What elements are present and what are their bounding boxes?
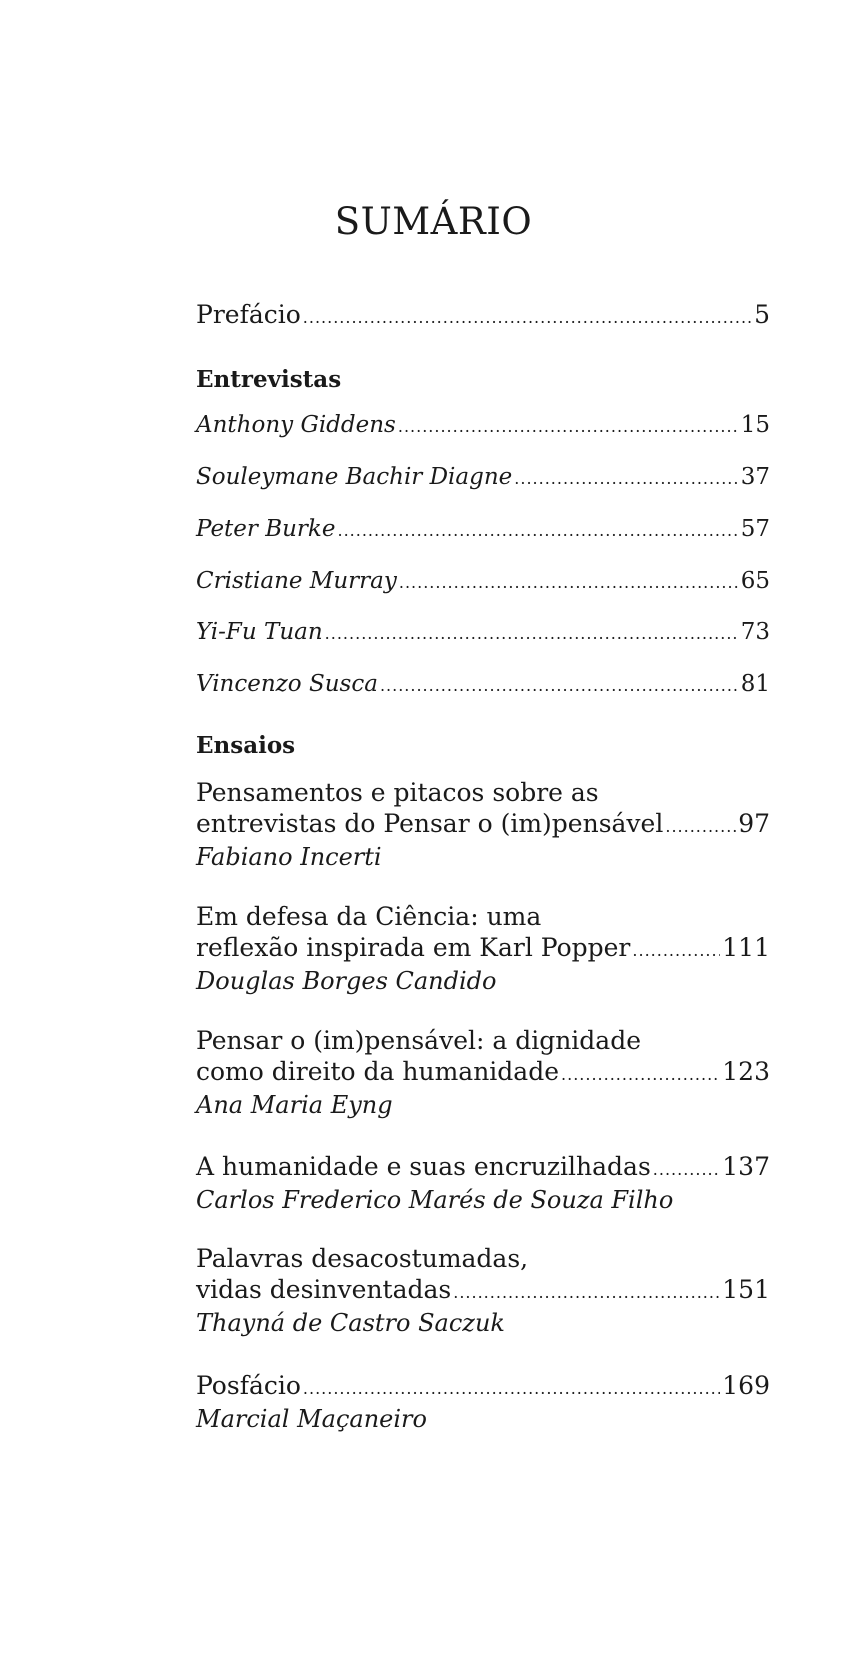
toc-entry-interview[interactable] <box>196 514 770 546</box>
essay-title-line: Pensamentos e pitacos sobre as <box>196 778 599 807</box>
page-number: 151 <box>722 1275 770 1304</box>
essay-author: Douglas Borges Candido <box>196 967 497 995</box>
page-number: 57 <box>740 516 770 542</box>
toc-entry-essay[interactable] <box>196 1151 770 1216</box>
page-number: 111 <box>722 933 770 962</box>
essay-author: Fabiano Incerti <box>196 843 382 871</box>
entry-label: Prefácio <box>196 300 301 329</box>
dot-leader <box>337 515 738 546</box>
essay-title-line: Em defesa da Ciência: uma <box>196 902 542 931</box>
posfacio-author: Marcial Maçaneiro <box>196 1405 427 1433</box>
toc-entry-essay[interactable] <box>196 1025 770 1121</box>
dot-leader <box>398 411 739 442</box>
interviewee-name: Cristiane Murray <box>196 568 397 594</box>
essay-author: Carlos Frederico Marés de Souza Filho <box>196 1186 674 1214</box>
essay-title-line: reflexão inspirada em Karl Popper <box>196 933 631 962</box>
essay-author: Thayná de Castro Saczuk <box>196 1309 505 1337</box>
toc-entry-interview[interactable] <box>196 617 770 649</box>
interviewee-name: Souleymane Bachir Diagne <box>196 464 513 490</box>
essay-title-line: vidas desinventadas <box>196 1275 452 1304</box>
toc-entry-interview[interactable] <box>196 566 770 598</box>
page-number: 5 <box>754 300 770 329</box>
toc-entry-essay[interactable] <box>196 901 770 997</box>
section-heading-ensaios: Ensaios <box>196 732 296 759</box>
entry-label: Posfácio <box>196 1371 301 1400</box>
toc-entry-interview[interactable] <box>196 410 770 442</box>
essay-title-line: entrevistas do Pensar o (im)pensável <box>196 809 664 838</box>
page-number: 15 <box>740 412 770 438</box>
essay-author: Ana Maria Eyng <box>196 1091 393 1119</box>
page-number: 73 <box>740 619 770 645</box>
toc-entry-interview[interactable] <box>196 462 770 494</box>
dot-leader <box>665 811 736 842</box>
essay-title-line: Palavras desacostumadas, <box>196 1244 529 1273</box>
dot-leader <box>514 463 738 494</box>
toc-entry-prefacio[interactable] <box>196 299 770 333</box>
interviewee-name: Anthony Giddens <box>196 412 396 438</box>
interviewee-name: Yi-Fu Tuan <box>196 619 323 645</box>
dot-leader <box>303 302 752 333</box>
essay-title-line: Pensar o (im)pensável: a dignidade <box>196 1026 642 1055</box>
dot-leader <box>632 935 720 966</box>
dot-leader <box>325 618 739 649</box>
toc-entry-essay[interactable] <box>196 1243 770 1339</box>
page-number: 81 <box>740 671 770 697</box>
page-number: 137 <box>722 1152 770 1181</box>
toc-entry-interview[interactable] <box>196 669 770 701</box>
interviewee-name: Peter Burke <box>196 516 336 542</box>
dot-leader <box>653 1154 721 1185</box>
dot-leader <box>399 567 739 598</box>
section-heading-entrevistas: Entrevistas <box>196 366 342 393</box>
interviewee-name: Vincenzo Susca <box>196 671 378 697</box>
dot-leader <box>303 1373 720 1404</box>
dot-leader <box>380 670 739 701</box>
dot-leader <box>561 1059 720 1090</box>
essay-title-line: A humanidade e suas encruzilhadas <box>196 1152 651 1181</box>
page-number: 169 <box>722 1371 770 1400</box>
page-number: 65 <box>740 568 770 594</box>
essay-title-line: como direito da humanidade <box>196 1057 560 1086</box>
dot-leader <box>453 1277 720 1308</box>
toc-entry-essay[interactable] <box>196 777 770 873</box>
page-number: 123 <box>722 1057 770 1086</box>
page-title: SUMÁRIO <box>334 200 533 243</box>
page-number: 97 <box>738 809 770 838</box>
page-number: 37 <box>740 464 770 490</box>
toc-entry-posfacio[interactable] <box>196 1370 770 1435</box>
